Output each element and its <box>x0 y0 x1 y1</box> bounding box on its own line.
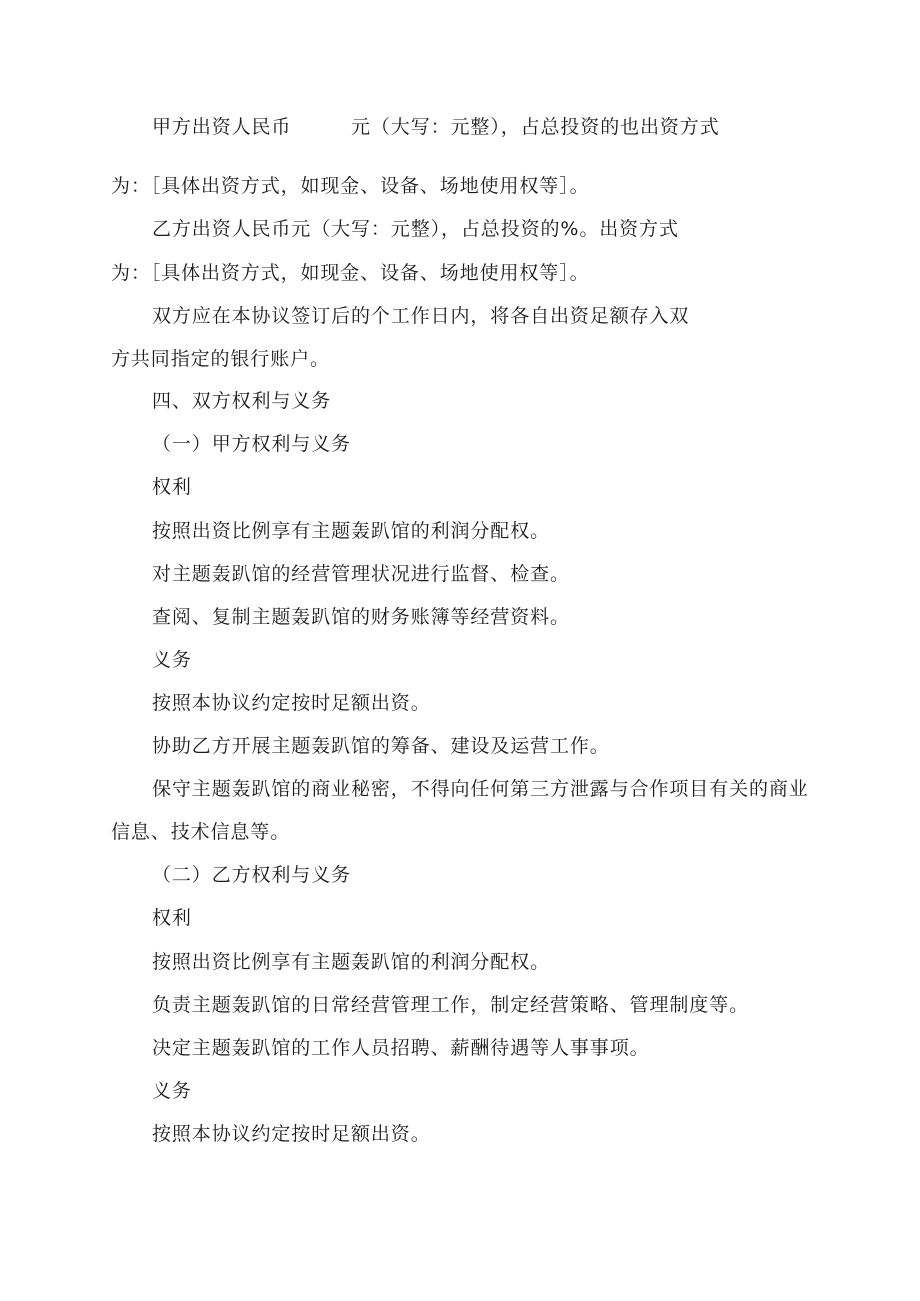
paragraph-line: 按照出资比例享有主题轰趴馆的利润分配权。 <box>152 951 551 973</box>
paragraph-line: 决定主题轰趴馆的工作人员招聘、薪酬待遇等人事事项。 <box>152 1037 650 1059</box>
item-heading: 权利 <box>152 476 192 498</box>
paragraph-line: 乙方出资人民币元（大写：元整），占总投资的%。出资方式 <box>152 218 679 240</box>
paragraph-line: 信息、技术信息等。 <box>111 821 291 843</box>
paragraph-line: 协助乙方开展主题轰趴馆的筹备、建设及运营工作。 <box>152 735 610 757</box>
paragraph-line: 对主题轰趴馆的经营管理状况进行监督、检查。 <box>152 563 570 585</box>
paragraph-line: 按照本协议约定按时足额出资。 <box>152 1123 431 1145</box>
paragraph-line: 为：［具体出资方式，如现金、设备、场地使用权等］。 <box>111 175 590 197</box>
paragraph-line: 甲方出资人民币 元（大写：元整），占总投资的也出资方式 <box>152 116 720 138</box>
paragraph-line: 保守主题轰趴馆的商业秘密，不得向任何第三方泄露与合作项目有关的商业 <box>152 778 809 800</box>
paragraph-line: 按照出资比例享有主题轰趴馆的利润分配权。 <box>152 520 551 542</box>
paragraph-line: 按照本协议约定按时足额出资。 <box>152 692 431 714</box>
paragraph-line: 负责主题轰趴馆的日常经营管理工作，制定经营策略、管理制度等。 <box>152 994 750 1016</box>
item-heading: 义务 <box>152 649 192 671</box>
item-heading: 权利 <box>152 907 192 929</box>
subsection-heading: （一）甲方权利与义务 <box>152 433 352 455</box>
subsection-heading: （二）乙方权利与义务 <box>152 864 352 886</box>
paragraph-line: 方共同指定的银行账户。 <box>111 348 330 370</box>
paragraph-line: 查阅、复制主题轰趴馆的财务账簿等经营资料。 <box>152 606 570 628</box>
item-heading: 义务 <box>152 1080 192 1102</box>
paragraph-line: 双方应在本协议签订后的个工作日内，将各自出资足额存入双 <box>152 305 690 327</box>
paragraph-line: 为：［具体出资方式，如现金、设备、场地使用权等］。 <box>111 262 590 284</box>
section-heading: 四、双方权利与义务 <box>152 390 332 412</box>
